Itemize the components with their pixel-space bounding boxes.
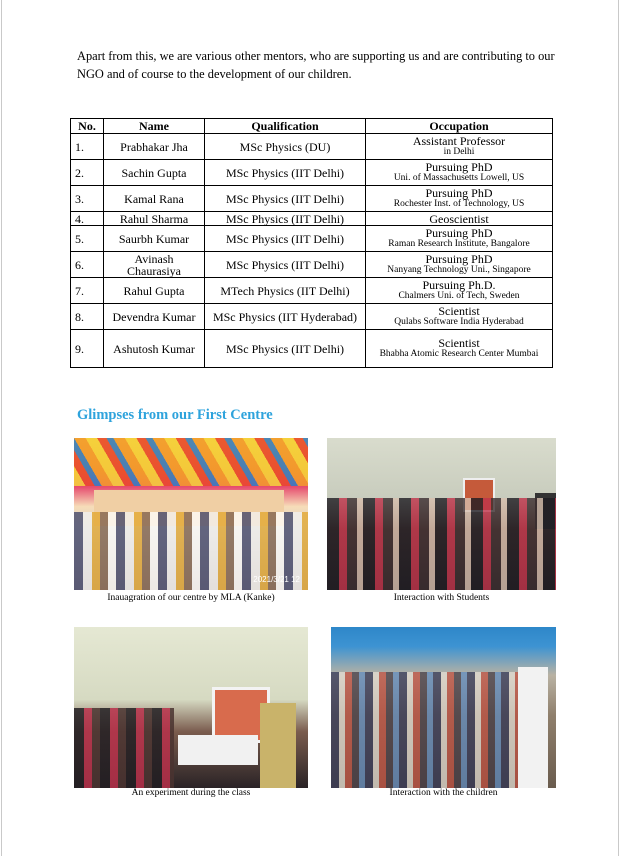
row-qualification: MSc Physics (IIT Delhi) [205, 186, 366, 212]
row-no: 7. [71, 278, 104, 304]
occupation-title: Scientist [438, 304, 480, 318]
table-row [71, 252, 553, 278]
occupation-detail: Nanyang Technology Uni., Singapore [387, 265, 531, 275]
caption-students: Interaction with Students [393, 593, 490, 603]
row-qualification: MSc Physics (IIT Delhi) [205, 252, 366, 278]
canopy-shape [74, 438, 308, 486]
row-occupation [366, 134, 553, 160]
occupation-title: Geoscientist [429, 211, 489, 226]
row-name: Kamal Rana [104, 186, 205, 212]
table-row [71, 186, 553, 212]
occupation-detail: in Delhi [443, 147, 475, 157]
row-occupation [366, 186, 553, 212]
occupation-detail: Uni. of Massachusetts Lowell, US [393, 173, 525, 183]
table-header-row [71, 119, 553, 134]
occupation-detail: Raman Research Institute, Bangalore [388, 239, 530, 249]
row-occupation [366, 226, 553, 252]
table-row [71, 278, 553, 304]
occupation-title: Scientist [438, 336, 480, 350]
row-qualification: MSc Physics (IIT Delhi) [205, 160, 366, 186]
table-row [71, 134, 553, 160]
teacher-shape [260, 703, 296, 788]
children-shape [331, 672, 521, 788]
row-qualification: MSc Physics (IIT Delhi) [205, 212, 366, 226]
row-name: Saurbh Kumar [104, 226, 205, 252]
kids-shape [74, 708, 174, 788]
children-interaction-photo [331, 627, 556, 788]
desk-shape [178, 735, 258, 765]
adult-shape [518, 667, 548, 788]
row-name: Prabhakar Jha [104, 134, 205, 160]
row-no: 5. [71, 226, 104, 252]
row-occupation [366, 212, 553, 226]
photo-date-stamp: 2021/3/21 12 [253, 575, 300, 584]
occupation-detail: Qulabs Software India Hyderabad [394, 317, 524, 327]
occupation-detail: Rochester Inst. of Technology, US [393, 199, 525, 209]
table-row [71, 304, 553, 330]
inauguration-photo [74, 438, 308, 590]
row-qualification: MSc Physics (IIT Delhi) [205, 226, 366, 252]
experiment-photo [74, 627, 308, 788]
section-title: Glimpses from our First Centre [77, 407, 273, 423]
caption-experiment: An experiment during the class [131, 788, 251, 798]
row-name: Devendra Kumar [104, 304, 205, 330]
table-row [71, 226, 553, 252]
row-occupation [366, 330, 553, 368]
occupation-title: Pursuing PhD [425, 226, 493, 240]
table-row [71, 330, 553, 368]
header-name: Name [104, 119, 205, 134]
row-name: Rahul Gupta [104, 278, 205, 304]
row-occupation [366, 252, 553, 278]
students-shape [327, 498, 556, 590]
row-no: 2. [71, 160, 104, 186]
table-row [71, 212, 553, 226]
occupation-detail: Chalmers Uni. of Tech, Sweden [398, 291, 520, 301]
caption-inauguration: Inauagration of our centre by MLA (Kanke) [107, 593, 275, 603]
header-qualification: Qualification [205, 119, 366, 134]
row-name: Avinash Chaurasiya [104, 252, 205, 278]
mentors-table [70, 118, 553, 368]
row-qualification: MSc Physics (DU) [205, 134, 366, 160]
header-no: No. [71, 119, 104, 134]
row-name: Sachin Gupta [104, 160, 205, 186]
row-occupation [366, 278, 553, 304]
occupation-title: Pursuing PhD [425, 160, 493, 174]
caption-children: Interaction with the children [389, 788, 498, 798]
table-row [71, 160, 553, 186]
intro-paragraph: Apart from this, we are various other mentors, who are supporting us and are contributing to our NGO and of course to the development of our children. [77, 49, 555, 81]
occupation-title: Pursuing PhD [425, 252, 493, 266]
row-occupation [366, 160, 553, 186]
occupation-title: Pursuing PhD [425, 186, 493, 200]
row-qualification: MSc Physics (IIT Delhi) [205, 330, 366, 368]
row-name: Ashutosh Kumar [104, 330, 205, 368]
row-no: 6. [71, 252, 104, 278]
row-no: 4. [71, 212, 104, 226]
occupation-title: Assistant Professor [412, 134, 506, 148]
row-no: 1. [71, 134, 104, 160]
row-qualification: MSc Physics (IIT Hyderabad) [205, 304, 366, 330]
students-interaction-photo [327, 438, 556, 590]
row-no: 8. [71, 304, 104, 330]
row-no: 3. [71, 186, 104, 212]
row-no: 9. [71, 330, 104, 368]
row-qualification: MTech Physics (IIT Delhi) [205, 278, 366, 304]
occupation-title: Pursuing Ph.D. [422, 278, 496, 292]
row-occupation [366, 304, 553, 330]
row-name: Rahul Sharma [104, 212, 205, 226]
occupation-detail: Bhabha Atomic Research Center Mumbai [379, 349, 539, 359]
header-occupation: Occupation [366, 119, 553, 134]
table-body [71, 134, 553, 368]
